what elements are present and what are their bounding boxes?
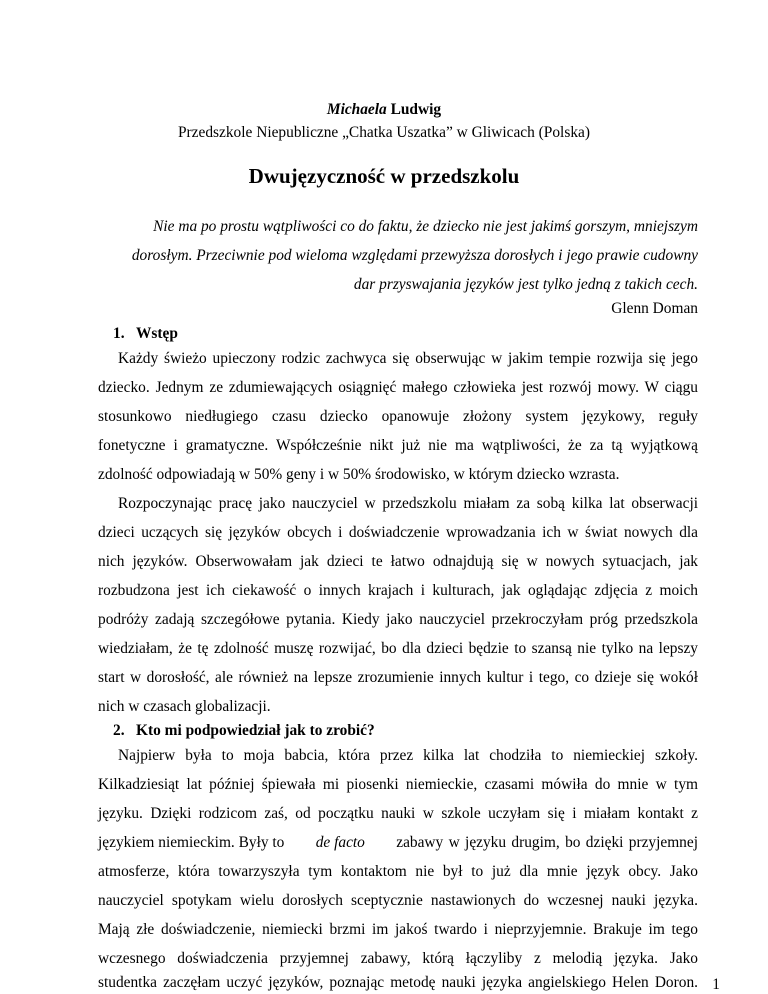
- paragraph-line: nauczyciel spotykam wielu dorosłych sceptycznie nastawionych do wczesnej nauki języka.: [98, 892, 698, 909]
- paragraph-line: start w dorosłość, ale również na lepsze zrozumienie innych kultur i tego, co dzieje się wokół: [98, 669, 698, 686]
- paragraph-line: rozbudzona jest ich ciekawość o innych krajach i kulturach, jak oglądając zdjęcia z moich: [98, 582, 698, 599]
- affiliation: Przedszkole Niepubliczne „Chatka Uszatka” w Gliwicach (Polska): [178, 124, 590, 141]
- author-first-name: Michaela: [326, 101, 387, 118]
- emphasis-text: de facto: [315, 834, 365, 851]
- text-segment: językiem niemieckim. Były to: [98, 834, 285, 851]
- section-heading-text: Kto mi podpowiedział jak to zrobić?: [136, 722, 375, 739]
- paragraph-line: nich języków. Obserwowałam jak dzieci te łatwo odnajdują się w nowych sytuacjach, jak: [98, 553, 698, 570]
- quote-line-2: dorosłym. Przeciwnie pod wieloma względami przewyższa dorosłych i jego prawie cudowny: [131, 247, 698, 264]
- paragraph-line: Każdy świeżo upieczony rodzic zachwyca się obserwując w jakim tempie rozwija się jego: [118, 350, 698, 367]
- paragraph-line: wiedziałam, że tę zdolność muszę rozwijać, bo dla dzieci będzie to szansą nie tylko na lepszy: [98, 640, 698, 657]
- paragraph-line: dzieci uczących się języków obcych i doświadczenie wprowadzania ich w świat nowych dla: [98, 524, 698, 541]
- paragraph-line: studentka zaczęłam uczyć języków, poznając metodę nauki języka angielskiego Helen Doron.: [98, 974, 698, 991]
- quote-attribution: Glenn Doman: [611, 300, 698, 317]
- paragraph-line: Mają złe doświadczenie, niemiecki brzmi im jakoś twardo i nieprzyjemnie. Brakuje im tego: [98, 921, 698, 938]
- text-segment: zabawy w języku drugim, bo dzięki przyjemnej: [396, 834, 698, 851]
- quote-line-1: Nie ma po prostu wątpliwości co do faktu, że dziecko nie jest jakimś gorszym, mniejszym: [153, 218, 698, 235]
- paragraph-line: dziecko. Jednym ze zdumiewających osiągnięć małego człowieka jest rozwój mowy. W ciągu: [98, 379, 698, 396]
- paragraph-line: Kilkadziesiąt lat później śpiewała mi piosenki niemieckie, czasami mówiła do mnie w tym: [98, 776, 698, 793]
- section-number: 2.: [113, 722, 125, 739]
- section-heading-text: Wstęp: [136, 325, 178, 342]
- paragraph-line: wczesnego doświadczenia przyjemnej zabawy, którą łączyliby z melodią języka. Jako: [98, 950, 698, 967]
- paragraph-line: atmosferze, która towarzyszyła tym kontaktom nie był to już dla mnie język obcy. Jako: [98, 863, 698, 880]
- quote-line-3: dar przyswajania języków jest tylko jedną z takich cech.: [353, 276, 698, 293]
- author-line: [0, 100, 768, 120]
- page-number: 1: [712, 976, 720, 993]
- section-heading-1: [113, 324, 713, 344]
- paragraph-line: nich w czasach globalizacji.: [98, 698, 271, 715]
- section-number: 1.: [113, 325, 125, 342]
- paragraph-line: Rozpoczynając pracę jako nauczyciel w przedszkolu miałam za sobą kilka lat obserwacji: [118, 495, 698, 512]
- author-last-name: Ludwig: [390, 101, 442, 118]
- paragraph-line: [98, 833, 698, 853]
- paragraph-line: podróży zadają szczegółowe pytania. Kiedy jako nauczyciel przekroczyłam próg przedszkola: [98, 611, 698, 628]
- paragraph-line: fonetyczne i gramatyczne. Współcześnie nikt już nie ma wątpliwości, że za tą wyjątkową: [98, 437, 698, 454]
- paragraph-line: Najpierw była to moja babcia, która przez kilka lat chodziła to niemieckiej szkoły.: [118, 747, 698, 764]
- paragraph-line: języku. Dzięki rodzicom zaś, od początku nauki w szkole uczyłam się i miałam kontakt z: [98, 805, 698, 822]
- document-title: Dwujęzyczność w przedszkolu: [248, 164, 520, 188]
- section-heading-2: [113, 721, 713, 741]
- paragraph-line: zdolność odpowiadają w 50% geny i w 50% środowisko, w którym dziecko wzrasta.: [98, 466, 620, 483]
- paragraph-line: stosunkowo niedługiego czasu dziecko opanowuje złożony system językowy, reguły: [98, 408, 698, 425]
